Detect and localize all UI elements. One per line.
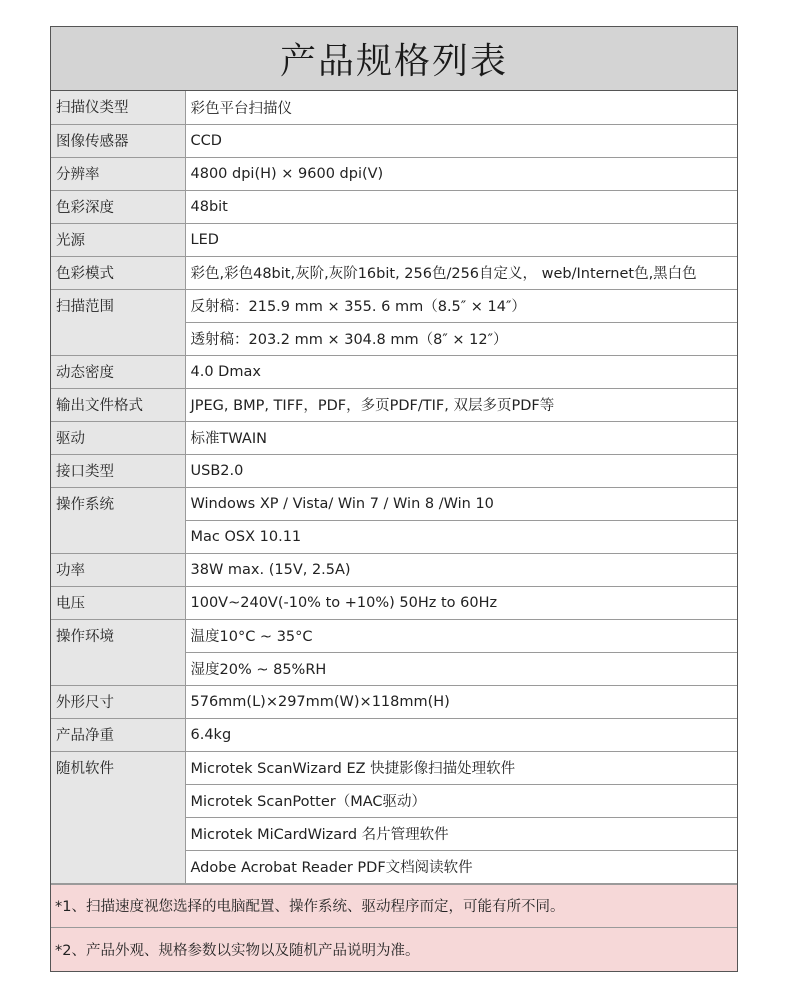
table-row: [51, 454, 737, 487]
table-row: [51, 487, 737, 520]
spec-value: Mac OSX 10.11: [185, 520, 737, 553]
spec-label: 操作环境: [51, 619, 185, 685]
spec-value: 标准TWAIN: [185, 421, 737, 454]
table-row: [51, 256, 737, 289]
spec-value: JPEG, BMP, TIFF，PDF，多页PDF/TIF, 双层多页PDF等: [185, 388, 737, 421]
spec-value: 576mm(L)×297mm(W)×118mm(H): [185, 685, 737, 718]
spec-value: 彩色,彩色48bit,灰阶,灰阶16bit, 256色/256自定义， web/Internet色,黑白色: [185, 256, 737, 289]
table-row: [51, 157, 737, 190]
spec-value: Microtek ScanWizard EZ 快捷影像扫描处理软件: [185, 751, 737, 784]
spec-label: 图像传感器: [51, 124, 185, 157]
spec-value: 温度10°C ~ 35°C: [185, 619, 737, 652]
spec-label: 随机软件: [51, 751, 185, 883]
spec-label: 外形尺寸: [51, 685, 185, 718]
spec-value: Windows XP / Vista/ Win 7 / Win 8 /Win 10: [185, 487, 737, 520]
spec-value: 彩色平台扫描仪: [185, 91, 737, 124]
spec-value: Microtek MiCardWizard 名片管理软件: [185, 817, 737, 850]
spec-label: 色彩深度: [51, 190, 185, 223]
table-row: [51, 421, 737, 454]
title-bar: [51, 27, 737, 91]
page-title: 产品规格列表: [279, 41, 508, 82]
spec-label: 扫描范围: [51, 289, 185, 355]
spec-value: USB2.0: [185, 454, 737, 487]
spec-value: 湿度20% ~ 85%RH: [185, 652, 737, 685]
spec-label: 电压: [51, 586, 185, 619]
spec-value: Adobe Acrobat Reader PDF文档阅读软件: [185, 850, 737, 883]
spec-value: 6.4kg: [185, 718, 737, 751]
footnote: *1、扫描速度视您选择的电脑配置、操作系统、驱动程序而定，可能有所不同。: [51, 884, 737, 928]
spec-label: 色彩模式: [51, 256, 185, 289]
spec-value: 反射稿：215.9 mm × 355. 6 mm（8.5″ × 14″）: [185, 289, 737, 322]
table-row: [51, 751, 737, 784]
notes-section: [51, 884, 737, 972]
table-row: [51, 553, 737, 586]
table-row: [51, 91, 737, 124]
spec-table-body: [51, 91, 737, 883]
spec-value: CCD: [185, 124, 737, 157]
table-row: [51, 223, 737, 256]
spec-label: 动态密度: [51, 355, 185, 388]
spec-value: 4.0 Dmax: [185, 355, 737, 388]
spec-label: 光源: [51, 223, 185, 256]
spec-value: 透射稿：203.2 mm × 304.8 mm（8″ × 12″）: [185, 322, 737, 355]
table-row: [51, 586, 737, 619]
spec-value: 4800 dpi(H) × 9600 dpi(V): [185, 157, 737, 190]
spec-value: Microtek ScanPotter（MAC驱动）: [185, 784, 737, 817]
spec-sheet: [50, 26, 738, 972]
spec-label: 功率: [51, 553, 185, 586]
spec-label: 输出文件格式: [51, 388, 185, 421]
spec-value: LED: [185, 223, 737, 256]
spec-label: 操作系统: [51, 487, 185, 553]
table-row: [51, 619, 737, 652]
spec-table: [51, 91, 737, 884]
table-row: [51, 718, 737, 751]
table-row: [51, 685, 737, 718]
spec-value: 48bit: [185, 190, 737, 223]
spec-label: 接口类型: [51, 454, 185, 487]
table-row: [51, 190, 737, 223]
spec-label: 产品净重: [51, 718, 185, 751]
table-row: [51, 124, 737, 157]
table-row: [51, 289, 737, 322]
spec-label: 驱动: [51, 421, 185, 454]
spec-label: 扫描仪类型: [51, 91, 185, 124]
table-row: [51, 355, 737, 388]
spec-value: 38W max. (15V, 2.5A): [185, 553, 737, 586]
spec-value: 100V~240V(-10% to +10%) 50Hz to 60Hz: [185, 586, 737, 619]
table-row: [51, 388, 737, 421]
footnote: *2、产品外观、规格参数以实物以及随机产品说明为准。: [51, 927, 737, 971]
spec-label: 分辨率: [51, 157, 185, 190]
